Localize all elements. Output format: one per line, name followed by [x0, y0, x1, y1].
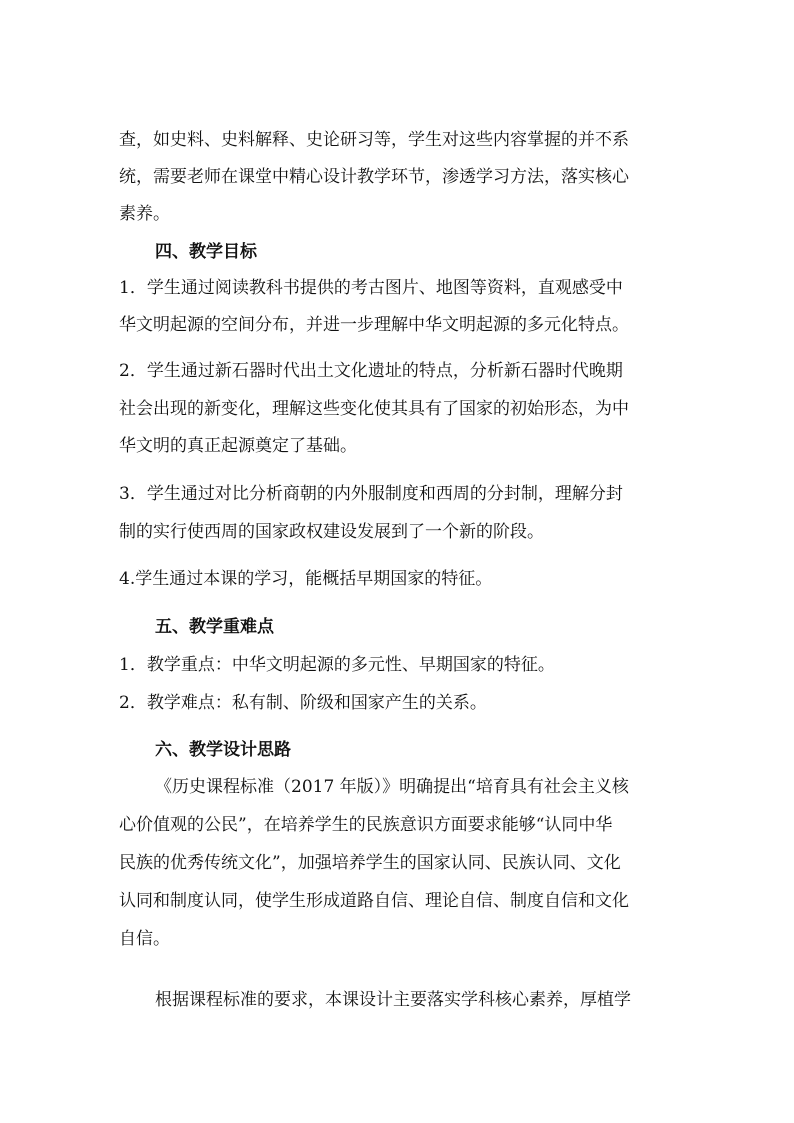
objective-line: 华文明起源的空间分布，并进一步理解中华文明起源的多元化特点。	[119, 315, 629, 335]
objective-line: 华文明的真正起源奠定了基础。	[119, 436, 357, 456]
objective-line: 制的实行使西周的国家政权建设发展到了一个新的阶段。	[119, 522, 544, 542]
design-text-line: 认同和制度认同，使学生形成道路自信、理论自信、制度自信和文化	[119, 891, 629, 911]
design-text-line: 民族的优秀传统文化”，加强培养学生的国家认同、民族认同、文化	[119, 853, 621, 873]
text-line: 查，如史料、史料解释、史论研习等，学生对这些内容掌握的并不系	[119, 130, 629, 150]
objective-line: 4.学生通过本课的学习，能概括早期国家的特征。	[119, 569, 493, 589]
key-point-line: 1．教学重点：中华文明起源的多元性、早期国家的特征。	[119, 655, 555, 675]
section-heading-design: 六、教学设计思路	[155, 740, 291, 760]
text-line: 统，需要老师在课堂中精心设计教学环节，渗透学习方法，落实核心	[119, 167, 629, 187]
objective-line: 2．学生通过新石器时代出土文化遗址的特点，分析新石器时代晚期	[119, 361, 623, 381]
objective-line: 3．学生通过对比分析商朝的内外服制度和西周的分封制，理解分封	[119, 484, 623, 504]
section-heading-key-points: 五、教学重难点	[155, 617, 274, 637]
design-text-line: 《历史课程标准（2017 年版）》明确提出“培育具有社会主义核	[155, 777, 629, 797]
section-heading-objectives: 四、教学目标	[155, 242, 257, 262]
design-text-line: 根据课程标准的要求，本课设计主要落实学科核心素养，厚植学	[155, 990, 631, 1010]
design-text-line: 心价值观的公民”，在培养学生的民族意识方面要求能够“认同中华	[119, 815, 613, 835]
text-line: 素养。	[119, 204, 170, 224]
design-text-line: 自信。	[119, 929, 170, 949]
key-point-line: 2．教学难点：私有制、阶级和国家产生的关系。	[119, 693, 487, 713]
objective-line: 1．学生通过阅读教科书提供的考古图片、地图等资料，直观感受中	[119, 278, 623, 298]
objective-line: 社会出现的新变化，理解这些变化使其具有了国家的初始形态，为中	[119, 399, 629, 419]
